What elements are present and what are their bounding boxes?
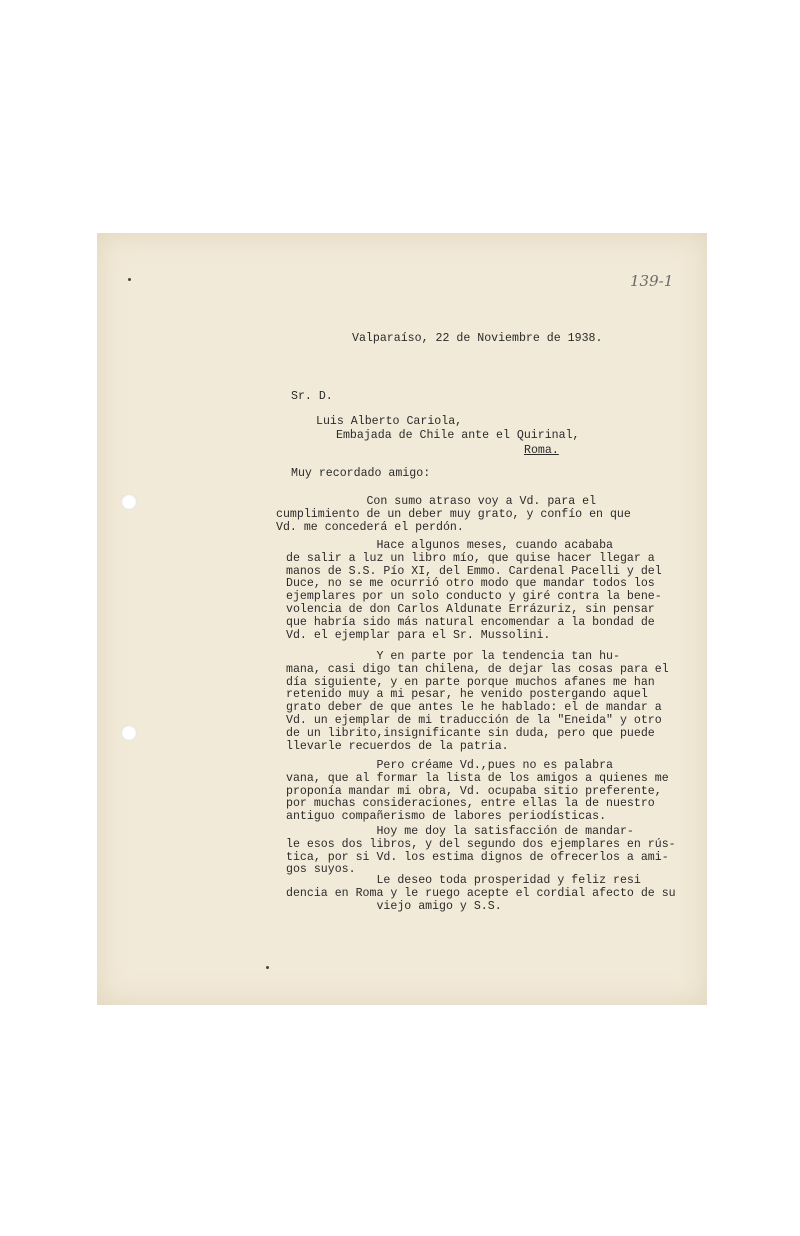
text-line: grato deber de que antes le he hablado: el de mandar a — [286, 701, 662, 715]
text-line: gos suyos. — [286, 863, 356, 877]
text-line: Hoy me doy la satisfacción de mandar- — [286, 825, 634, 838]
text-line: viejo amigo y S.S. — [286, 899, 502, 913]
text-line: Con sumo atraso voy a Vd. para el — [276, 495, 597, 508]
text-line: Duce, no se me ocurrió otro modo que mandar todos los — [286, 577, 655, 591]
paragraph-5 — [286, 826, 800, 877]
text-line: mana, casi digo tan chilena, de dejar las cosas para el — [286, 662, 669, 676]
text-line: llevarle recuerdos de la patria. — [286, 739, 509, 753]
text-line: manos de S.S. Pío XI, del Emmo. Cardenal Pacelli y del — [286, 564, 662, 578]
text-line: de salir a luz un libro mío, que quise hacer llegar a — [286, 551, 655, 565]
text-line: retenido muy a mi pesar, he venido postergando aquel — [286, 688, 648, 702]
salutation-title: Sr. D. — [291, 390, 333, 403]
paper-speck — [266, 966, 269, 969]
text-line: antiguo compañerismo de labores periodísticas. — [286, 810, 607, 824]
paragraph-2 — [286, 540, 800, 642]
text-line: día siguiente, y en parte porque muchos afanes me han — [286, 675, 655, 689]
text-line: que habría sido más natural encomendar a la bondad de — [286, 615, 655, 629]
paragraph-4 — [286, 760, 800, 824]
text-line: vana, que al formar la lista de los amigos a quienes me — [286, 771, 669, 785]
text-line: Y en parte por la tendencia tan hu- — [286, 650, 620, 663]
text-line: proponía mandar mi obra, Vd. ocupaba sitio preferente, — [286, 784, 662, 798]
recipient-name: Luis Alberto Cariola, — [316, 415, 463, 428]
text-line: Vd. me concederá el perdón. — [276, 520, 464, 534]
paragraph-1 — [276, 496, 796, 534]
text-line: tica, por si Vd. los estima dignos de ofrecerlos a ami- — [286, 850, 669, 864]
text-line: Pero créame Vd.,pues no es palabra — [286, 759, 613, 772]
punch-hole — [121, 725, 137, 741]
text-line: Hace algunos meses, cuando acababa — [286, 539, 613, 552]
punch-hole — [121, 494, 137, 510]
place-date: Valparaíso, 22 de Noviembre de 1938. — [352, 332, 603, 345]
paragraph-closing — [286, 875, 800, 913]
text-line: de un librito,insignificante sin duda, pero que puede — [286, 726, 655, 740]
text-line: volencia de don Carlos Aldunate Errázuriz, sin pensar — [286, 602, 655, 616]
text-line: ejemplares por un solo conducto y giré contra la bene- — [286, 590, 662, 604]
archive-number: 139-1 — [630, 272, 674, 290]
text-line: por muchas consideraciones, entre ellas la de nuestro — [286, 797, 655, 811]
text-line: Vd. el ejemplar para el Sr. Mussolini. — [286, 628, 551, 642]
text-line: cumplimiento de un deber muy grato, y confío en que — [276, 507, 631, 521]
text-line: Vd. un ejemplar de mi traducción de la "Eneida" y otro — [286, 713, 662, 727]
recipient-position: Embajada de Chile ante el Quirinal, — [336, 429, 580, 442]
text-line: dencia en Roma y le ruego acepte el cordial afecto de su — [286, 886, 676, 900]
paper-speck — [128, 278, 131, 281]
paragraph-3 — [286, 651, 800, 753]
recipient-city: Roma. — [524, 444, 559, 457]
text-line: Le deseo toda prosperidad y feliz resi — [286, 874, 641, 887]
text-line: le esos dos libros, y del segundo dos ejemplares en rús- — [286, 837, 676, 851]
greeting: Muy recordado amigo: — [291, 467, 431, 480]
